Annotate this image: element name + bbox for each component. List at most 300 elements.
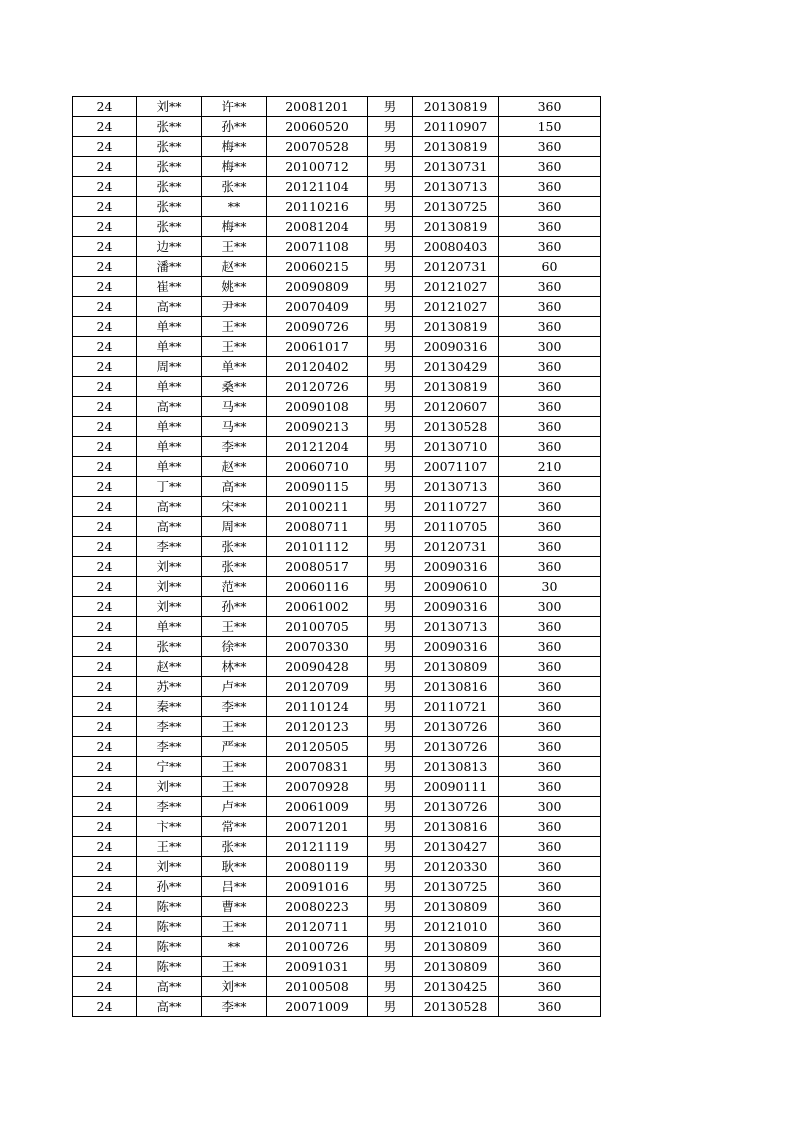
cell-guardian: 卞**	[137, 817, 202, 837]
cell-start-date: 20071107	[413, 457, 499, 477]
cell-child: 赵**	[202, 457, 267, 477]
cell-code: 24	[73, 917, 137, 937]
cell-code: 24	[73, 937, 137, 957]
cell-amount: 360	[499, 397, 601, 417]
cell-guardian: 张**	[137, 197, 202, 217]
cell-child: 马**	[202, 397, 267, 417]
cell-birth-date: 20101112	[267, 537, 368, 557]
cell-code: 24	[73, 977, 137, 997]
table-row	[73, 197, 601, 217]
cell-amount: 300	[499, 337, 601, 357]
cell-amount: 300	[499, 797, 601, 817]
cell-guardian: 刘**	[137, 777, 202, 797]
cell-code: 24	[73, 717, 137, 737]
cell-code: 24	[73, 157, 137, 177]
cell-guardian: 张**	[137, 117, 202, 137]
cell-birth-date: 20060520	[267, 117, 368, 137]
cell-amount: 360	[499, 677, 601, 697]
cell-start-date: 20130809	[413, 657, 499, 677]
table-row	[73, 537, 601, 557]
cell-code: 24	[73, 357, 137, 377]
cell-code: 24	[73, 997, 137, 1017]
table-row	[73, 277, 601, 297]
cell-amount: 150	[499, 117, 601, 137]
cell-guardian: 单**	[137, 617, 202, 637]
table-row	[73, 297, 601, 317]
table-row	[73, 137, 601, 157]
table-row	[73, 557, 601, 577]
table-row	[73, 777, 601, 797]
table-row	[73, 377, 601, 397]
cell-guardian: 周**	[137, 357, 202, 377]
cell-child: 卢**	[202, 677, 267, 697]
table-row	[73, 597, 601, 617]
table-row	[73, 937, 601, 957]
cell-code: 24	[73, 257, 137, 277]
cell-guardian: 潘**	[137, 257, 202, 277]
cell-child: 王**	[202, 317, 267, 337]
cell-birth-date: 20061009	[267, 797, 368, 817]
cell-start-date: 20110727	[413, 497, 499, 517]
cell-birth-date: 20100705	[267, 617, 368, 637]
cell-gender: 男	[368, 617, 413, 637]
cell-guardian: 刘**	[137, 597, 202, 617]
cell-code: 24	[73, 237, 137, 257]
cell-birth-date: 20120711	[267, 917, 368, 937]
table-row	[73, 757, 601, 777]
cell-child: 梅**	[202, 157, 267, 177]
cell-birth-date: 20081201	[267, 97, 368, 117]
table-row	[73, 617, 601, 637]
cell-amount: 360	[499, 817, 601, 837]
cell-guardian: 单**	[137, 317, 202, 337]
cell-birth-date: 20091031	[267, 957, 368, 977]
cell-code: 24	[73, 317, 137, 337]
cell-gender: 男	[368, 817, 413, 837]
cell-start-date: 20130819	[413, 97, 499, 117]
cell-gender: 男	[368, 397, 413, 417]
cell-start-date: 20130713	[413, 617, 499, 637]
cell-gender: 男	[368, 577, 413, 597]
cell-start-date: 20120607	[413, 397, 499, 417]
cell-child: 卢**	[202, 797, 267, 817]
cell-guardian: 刘**	[137, 577, 202, 597]
cell-gender: 男	[368, 557, 413, 577]
cell-birth-date: 20090108	[267, 397, 368, 417]
table-row	[73, 737, 601, 757]
table-row	[73, 797, 601, 817]
table-row	[73, 217, 601, 237]
cell-code: 24	[73, 477, 137, 497]
cell-birth-date: 20061017	[267, 337, 368, 357]
cell-guardian: 张**	[137, 637, 202, 657]
cell-amount: 360	[499, 137, 601, 157]
table-row	[73, 397, 601, 417]
cell-start-date: 20110705	[413, 517, 499, 537]
cell-code: 24	[73, 737, 137, 757]
cell-guardian: 陈**	[137, 917, 202, 937]
table-row	[73, 977, 601, 997]
cell-birth-date: 20090428	[267, 657, 368, 677]
cell-amount: 360	[499, 197, 601, 217]
cell-guardian: 单**	[137, 437, 202, 457]
cell-code: 24	[73, 677, 137, 697]
cell-gender: 男	[368, 377, 413, 397]
cell-birth-date: 20120505	[267, 737, 368, 757]
cell-guardian: 丁**	[137, 477, 202, 497]
cell-start-date: 20130816	[413, 677, 499, 697]
cell-gender: 男	[368, 117, 413, 137]
cell-child: 王**	[202, 917, 267, 937]
cell-birth-date: 20071201	[267, 817, 368, 837]
cell-birth-date: 20120402	[267, 357, 368, 377]
cell-guardian: 高**	[137, 297, 202, 317]
table-row	[73, 717, 601, 737]
cell-child: 吕**	[202, 877, 267, 897]
table-row	[73, 657, 601, 677]
cell-birth-date: 20121204	[267, 437, 368, 457]
cell-start-date: 20130726	[413, 737, 499, 757]
cell-birth-date: 20110124	[267, 697, 368, 717]
cell-code: 24	[73, 657, 137, 677]
cell-child: **	[202, 197, 267, 217]
cell-code: 24	[73, 117, 137, 137]
cell-start-date: 20130819	[413, 137, 499, 157]
cell-child: 尹**	[202, 297, 267, 317]
cell-amount: 360	[499, 897, 601, 917]
table-row	[73, 97, 601, 117]
cell-start-date: 20120330	[413, 857, 499, 877]
cell-guardian: 张**	[137, 137, 202, 157]
cell-gender: 男	[368, 537, 413, 557]
cell-birth-date: 20060215	[267, 257, 368, 277]
table-row	[73, 957, 601, 977]
cell-gender: 男	[368, 277, 413, 297]
cell-gender: 男	[368, 677, 413, 697]
cell-birth-date: 20080517	[267, 557, 368, 577]
cell-guardian: 刘**	[137, 97, 202, 117]
cell-start-date: 20130809	[413, 897, 499, 917]
cell-start-date: 20130427	[413, 837, 499, 857]
cell-guardian: 高**	[137, 497, 202, 517]
cell-guardian: 陈**	[137, 937, 202, 957]
cell-gender: 男	[368, 337, 413, 357]
cell-birth-date: 20070928	[267, 777, 368, 797]
cell-start-date: 20130725	[413, 197, 499, 217]
cell-code: 24	[73, 197, 137, 217]
cell-birth-date: 20100508	[267, 977, 368, 997]
cell-child: 梅**	[202, 217, 267, 237]
cell-gender: 男	[368, 797, 413, 817]
cell-child: 桑**	[202, 377, 267, 397]
cell-gender: 男	[368, 157, 413, 177]
cell-guardian: 李**	[137, 717, 202, 737]
cell-child: 王**	[202, 237, 267, 257]
cell-start-date: 20130713	[413, 177, 499, 197]
cell-gender: 男	[368, 137, 413, 157]
cell-guardian: 边**	[137, 237, 202, 257]
table-row	[73, 177, 601, 197]
cell-code: 24	[73, 517, 137, 537]
cell-start-date: 20130819	[413, 317, 499, 337]
cell-birth-date: 20090809	[267, 277, 368, 297]
cell-code: 24	[73, 377, 137, 397]
cell-gender: 男	[368, 917, 413, 937]
cell-guardian: 高**	[137, 397, 202, 417]
cell-amount: 360	[499, 697, 601, 717]
cell-start-date: 20130725	[413, 877, 499, 897]
cell-guardian: 孙**	[137, 877, 202, 897]
cell-guardian: 苏**	[137, 677, 202, 697]
cell-start-date: 20130429	[413, 357, 499, 377]
cell-start-date: 20130713	[413, 477, 499, 497]
cell-gender: 男	[368, 97, 413, 117]
cell-amount: 360	[499, 237, 601, 257]
cell-child: 林**	[202, 657, 267, 677]
cell-start-date: 20130731	[413, 157, 499, 177]
cell-child: 周**	[202, 517, 267, 537]
table-row	[73, 997, 601, 1017]
cell-code: 24	[73, 877, 137, 897]
cell-gender: 男	[368, 357, 413, 377]
cell-gender: 男	[368, 457, 413, 477]
cell-birth-date: 20060116	[267, 577, 368, 597]
table-row	[73, 317, 601, 337]
cell-child: 王**	[202, 617, 267, 637]
cell-amount: 360	[499, 297, 601, 317]
cell-child: 王**	[202, 337, 267, 357]
cell-child: 严**	[202, 737, 267, 757]
cell-code: 24	[73, 897, 137, 917]
table-row	[73, 917, 601, 937]
cell-guardian: 宁**	[137, 757, 202, 777]
table-row	[73, 697, 601, 717]
cell-code: 24	[73, 697, 137, 717]
cell-start-date: 20130819	[413, 217, 499, 237]
cell-child: 单**	[202, 357, 267, 377]
cell-child: **	[202, 937, 267, 957]
cell-gender: 男	[368, 697, 413, 717]
table-row	[73, 677, 601, 697]
cell-child: 李**	[202, 997, 267, 1017]
cell-gender: 男	[368, 497, 413, 517]
cell-gender: 男	[368, 717, 413, 737]
cell-child: 常**	[202, 817, 267, 837]
cell-code: 24	[73, 757, 137, 777]
cell-amount: 360	[499, 377, 601, 397]
cell-code: 24	[73, 417, 137, 437]
cell-guardian: 赵**	[137, 657, 202, 677]
cell-amount: 360	[499, 877, 601, 897]
cell-code: 24	[73, 777, 137, 797]
cell-code: 24	[73, 437, 137, 457]
cell-amount: 360	[499, 277, 601, 297]
cell-guardian: 刘**	[137, 857, 202, 877]
cell-child: 王**	[202, 717, 267, 737]
cell-guardian: 李**	[137, 797, 202, 817]
cell-amount: 360	[499, 357, 601, 377]
cell-birth-date: 20120726	[267, 377, 368, 397]
cell-guardian: 刘**	[137, 557, 202, 577]
cell-start-date: 20090610	[413, 577, 499, 597]
cell-amount: 210	[499, 457, 601, 477]
cell-birth-date: 20090726	[267, 317, 368, 337]
cell-gender: 男	[368, 417, 413, 437]
cell-amount: 360	[499, 177, 601, 197]
cell-code: 24	[73, 97, 137, 117]
cell-birth-date: 20121119	[267, 837, 368, 857]
cell-amount: 360	[499, 557, 601, 577]
cell-gender: 男	[368, 757, 413, 777]
cell-amount: 360	[499, 437, 601, 457]
cell-guardian: 单**	[137, 337, 202, 357]
cell-amount: 360	[499, 957, 601, 977]
cell-guardian: 单**	[137, 417, 202, 437]
cell-child: 许**	[202, 97, 267, 117]
cell-amount: 360	[499, 217, 601, 237]
cell-gender: 男	[368, 977, 413, 997]
cell-gender: 男	[368, 937, 413, 957]
data-table	[72, 96, 601, 1017]
cell-child: 曹**	[202, 897, 267, 917]
cell-code: 24	[73, 857, 137, 877]
cell-start-date: 20130813	[413, 757, 499, 777]
cell-code: 24	[73, 557, 137, 577]
cell-child: 高**	[202, 477, 267, 497]
cell-amount: 360	[499, 837, 601, 857]
cell-birth-date: 20090213	[267, 417, 368, 437]
cell-code: 24	[73, 617, 137, 637]
cell-gender: 男	[368, 297, 413, 317]
cell-guardian: 张**	[137, 177, 202, 197]
cell-child: 刘**	[202, 977, 267, 997]
table-row	[73, 877, 601, 897]
cell-birth-date: 20120709	[267, 677, 368, 697]
cell-code: 24	[73, 577, 137, 597]
cell-gender: 男	[368, 217, 413, 237]
cell-amount: 360	[499, 97, 601, 117]
table-row	[73, 837, 601, 857]
cell-code: 24	[73, 497, 137, 517]
cell-birth-date: 20090115	[267, 477, 368, 497]
cell-birth-date: 20071108	[267, 237, 368, 257]
cell-gender: 男	[368, 237, 413, 257]
cell-child: 宋**	[202, 497, 267, 517]
cell-start-date: 20130528	[413, 417, 499, 437]
cell-child: 张**	[202, 557, 267, 577]
cell-birth-date: 20080711	[267, 517, 368, 537]
cell-birth-date: 20070831	[267, 757, 368, 777]
cell-child: 王**	[202, 777, 267, 797]
cell-guardian: 陈**	[137, 897, 202, 917]
table-row	[73, 637, 601, 657]
cell-gender: 男	[368, 877, 413, 897]
cell-child: 李**	[202, 437, 267, 457]
table-row	[73, 117, 601, 137]
cell-amount: 360	[499, 497, 601, 517]
cell-birth-date: 20100726	[267, 937, 368, 957]
table-row	[73, 437, 601, 457]
cell-amount: 360	[499, 157, 601, 177]
cell-gender: 男	[368, 437, 413, 457]
table-row	[73, 477, 601, 497]
cell-child: 马**	[202, 417, 267, 437]
cell-start-date: 20130809	[413, 937, 499, 957]
cell-guardian: 崔**	[137, 277, 202, 297]
table-row	[73, 897, 601, 917]
cell-guardian: 秦**	[137, 697, 202, 717]
cell-child: 张**	[202, 177, 267, 197]
table-row	[73, 457, 601, 477]
table-row	[73, 817, 601, 837]
cell-start-date: 20121027	[413, 297, 499, 317]
cell-start-date: 20130710	[413, 437, 499, 457]
cell-guardian: 陈**	[137, 957, 202, 977]
cell-gender: 男	[368, 317, 413, 337]
cell-gender: 男	[368, 517, 413, 537]
cell-start-date: 20130809	[413, 957, 499, 977]
cell-code: 24	[73, 397, 137, 417]
cell-birth-date: 20060710	[267, 457, 368, 477]
cell-code: 24	[73, 537, 137, 557]
cell-child: 范**	[202, 577, 267, 597]
cell-gender: 男	[368, 737, 413, 757]
cell-birth-date: 20070330	[267, 637, 368, 657]
cell-birth-date: 20080223	[267, 897, 368, 917]
cell-start-date: 20090316	[413, 637, 499, 657]
cell-amount: 360	[499, 637, 601, 657]
cell-amount: 360	[499, 737, 601, 757]
cell-start-date: 20130816	[413, 817, 499, 837]
cell-gender: 男	[368, 777, 413, 797]
cell-code: 24	[73, 797, 137, 817]
cell-guardian: 单**	[137, 377, 202, 397]
cell-amount: 300	[499, 597, 601, 617]
cell-code: 24	[73, 457, 137, 477]
cell-start-date: 20090111	[413, 777, 499, 797]
cell-child: 姚**	[202, 277, 267, 297]
table-row	[73, 497, 601, 517]
cell-start-date: 20090316	[413, 597, 499, 617]
table-row	[73, 337, 601, 357]
cell-gender: 男	[368, 997, 413, 1017]
cell-start-date: 20121010	[413, 917, 499, 937]
cell-start-date: 20120731	[413, 257, 499, 277]
cell-guardian: 高**	[137, 517, 202, 537]
cell-start-date: 20130425	[413, 977, 499, 997]
table-row	[73, 157, 601, 177]
cell-code: 24	[73, 277, 137, 297]
cell-amount: 360	[499, 617, 601, 637]
cell-guardian: 张**	[137, 217, 202, 237]
table-row	[73, 257, 601, 277]
cell-code: 24	[73, 957, 137, 977]
cell-code: 24	[73, 137, 137, 157]
cell-guardian: 李**	[137, 537, 202, 557]
cell-code: 24	[73, 837, 137, 857]
cell-amount: 360	[499, 417, 601, 437]
cell-start-date: 20090316	[413, 557, 499, 577]
cell-child: 赵**	[202, 257, 267, 277]
cell-gender: 男	[368, 857, 413, 877]
cell-gender: 男	[368, 197, 413, 217]
cell-guardian: 高**	[137, 997, 202, 1017]
cell-child: 孙**	[202, 117, 267, 137]
cell-amount: 360	[499, 777, 601, 797]
cell-code: 24	[73, 637, 137, 657]
cell-amount: 360	[499, 937, 601, 957]
cell-child: 张**	[202, 537, 267, 557]
